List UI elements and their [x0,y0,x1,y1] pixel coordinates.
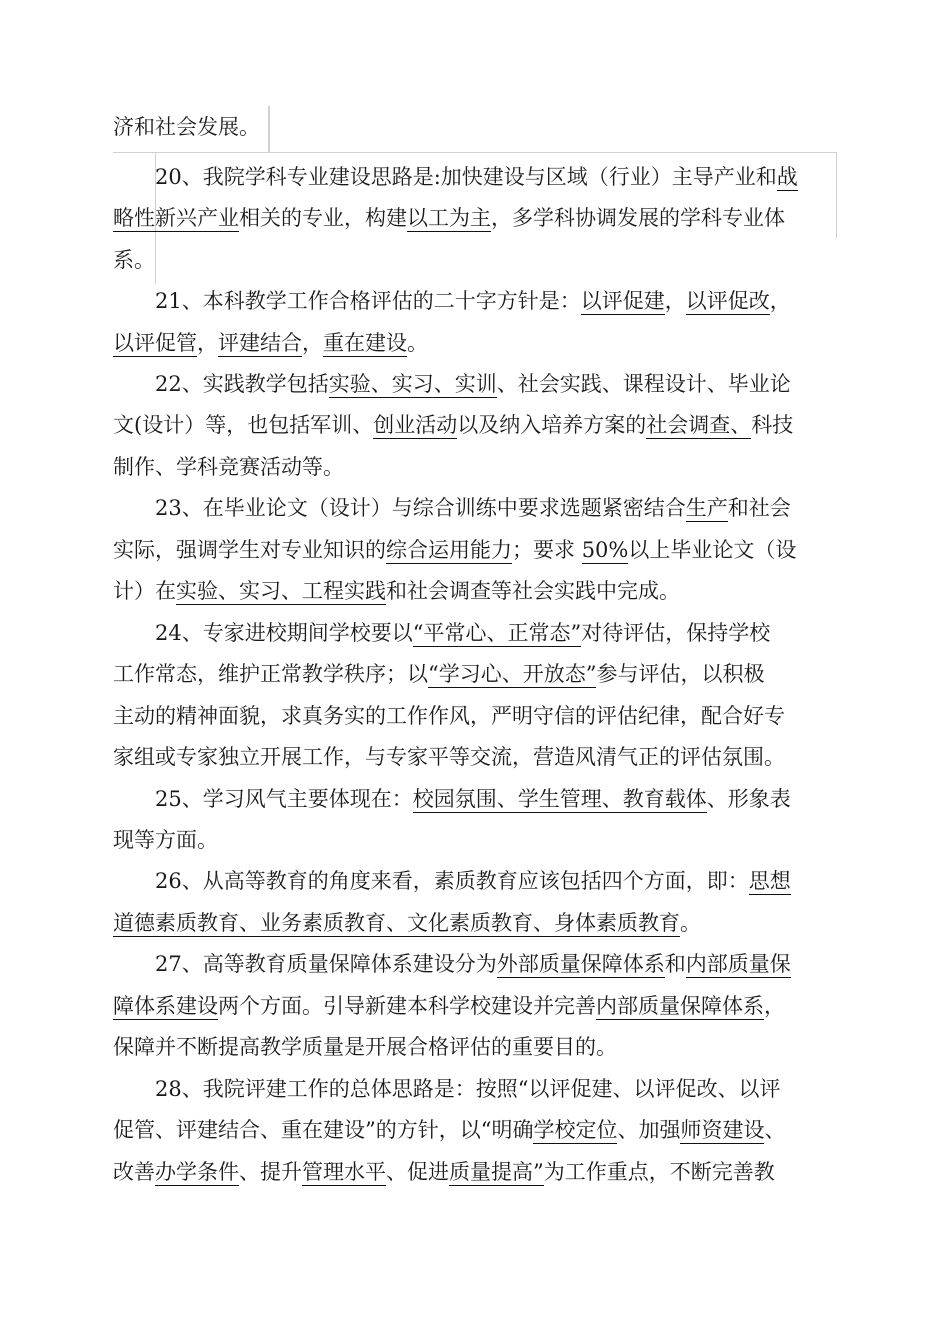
underlined-answer: 以评促改 [685,289,770,313]
text-segment: 以上毕业论文（设 [628,538,797,562]
text-line [113,529,796,571]
text-segment: 科技 [751,413,794,437]
text-segment: 主动的精神面貌，求真务实的工作作风，严明守信的评估纪律，配合好专 [113,704,785,728]
text-line [113,404,793,446]
text-segment: 24、专家进校期间学校要以 [155,621,413,645]
underlined-answer: 障体系建设 [113,994,218,1018]
text-segment: 制作、学科竞赛活动等。 [113,455,344,479]
text-line [113,106,260,148]
underlined-answer: 实验、实习、工程实践 [176,579,386,603]
text-line [113,695,785,737]
underlined-answer: 校园氛围、学生管理、教育载体 [412,787,707,811]
text-segment: 22、实践教学包括 [155,372,329,396]
text-segment: 保障并不断提高教学质量是开展合格评估的重要目的。 [113,1035,617,1059]
underlined-answer: 战 [776,165,798,189]
item-28-line [155,1068,780,1110]
text-segment: 20、我院学科专业建设思路是:加快建设与区域（行业）主导产业和 [155,165,777,189]
item-25-line [155,778,791,820]
text-segment: 、加强 [617,1118,681,1142]
text-segment: 23、在毕业论文（设计）与综合训练中要求选题紧密结合 [155,496,686,520]
underlined-answer: 以工为主 [407,206,491,230]
text-line [113,1109,785,1151]
text-segment: 系。 [113,248,155,272]
underlined-answer: 重在建设 [323,331,407,355]
text-segment: 家组或专家独立开展工作，与专家平等交流，营造风清气正的评估氛围。 [113,745,785,769]
text-segment: 对待评估，保持学校 [581,621,771,645]
text-line [113,653,764,695]
item-27-line [155,943,791,985]
underlined-answer: 50% [581,538,629,562]
text-segment: 工作常态，维护正常教学秩序；以 [113,662,428,686]
text-segment: 、形象表 [706,787,791,811]
text-segment: 和社会调查等社会实践中完成。 [386,579,680,603]
text-segment: 两个方面。引导新建本科学校建设并完善 [218,994,596,1018]
text-segment: 促管、评建结合、重在建设”的方针，以“明确 [113,1118,534,1142]
item-24-line [155,612,770,654]
text-line [113,446,344,488]
item-23-line [155,487,791,529]
text-frame-border-top [268,106,270,152]
underlined-answer: 以评促管 [113,331,197,355]
text-segment: 以及纳入培养方案的 [457,413,647,437]
underlined-answer: 以评促建 [580,289,665,313]
text-segment: 和 [664,952,686,976]
text-segment: 21、本科教学工作合格评估的二十字方针是： [155,289,581,313]
text-segment: 、提升 [239,1160,302,1184]
text-line [113,1151,775,1193]
text-segment: ；要求 [512,538,582,562]
text-segment: 、社会实践、课程设计、毕业论 [496,372,791,396]
text-segment: 为工作重点，不断完善教 [543,1160,775,1184]
text-line [113,985,785,1027]
underlined-answer: 道德素质教育、业务素质教育、文化素质教育、身体素质教育 [113,911,680,935]
underlined-answer: 社会调查、 [646,413,752,437]
text-segment: 。 [407,331,428,355]
text-segment: ， [197,331,218,355]
underlined-answer: 综合运用能力 [386,538,512,562]
text-segment: 现等方面。 [113,828,218,852]
text-segment: ， [302,331,323,355]
text-segment: ， [664,289,686,313]
underlined-answer: “学习心、开放态” [428,662,597,686]
underlined-answer: 师资建设 [680,1118,765,1142]
underlined-answer: 略性新兴产业 [113,206,239,230]
underlined-answer: 创业活动 [373,413,458,437]
text-segment: 实际，强调学生对专业知识的 [113,538,386,562]
item-21-line [155,280,791,322]
text-segment: 济和社会发展。 [113,115,260,139]
text-segment: 参与评估，以积极 [596,662,765,686]
underlined-answer: 内部质量保障体系 [596,994,764,1018]
text-segment: 27、高等教育质量保障体系建设分为 [155,952,497,976]
underlined-answer: 学校定位 [533,1118,618,1142]
underlined-answer: 办学条件 [155,1160,239,1184]
item-22-line [155,363,791,405]
text-segment: 改善 [113,1160,155,1184]
text-segment: 相关的专业，构建 [239,206,407,230]
text-segment: 26、从高等教育的角度来看，素质教育应该包括四个方面，即： [155,869,749,893]
text-line [113,736,785,778]
text-segment: ， [769,289,791,313]
text-segment: 。 [680,911,701,935]
text-line [113,902,701,944]
text-segment: ， [764,994,785,1018]
text-segment: 和社会 [727,496,791,520]
text-segment: 28、我院评建工作的总体思路是：按照“以评促建、以评促改、以评 [155,1077,781,1101]
underlined-answer: 评建结合 [218,331,302,355]
text-segment: 25、学习风气主要体现在： [155,787,413,811]
item-20-line [155,156,798,198]
underlined-answer: 管理水平 [302,1160,386,1184]
underlined-answer: 实验、实习、实训 [328,372,497,396]
text-line [113,819,218,861]
text-line [113,322,428,364]
underlined-answer: 思想 [748,869,791,893]
text-segment: 、 [764,1118,786,1142]
text-segment: ，多学科协调发展的学科专业体 [491,206,785,230]
text-line [113,1026,617,1068]
underlined-answer: 外部质量保障体系 [496,952,665,976]
text-segment: 、促进 [386,1160,449,1184]
text-line [113,197,785,239]
text-line [113,239,155,281]
underlined-answer: 内部质量保 [685,952,791,976]
underlined-answer: 质量提高” [449,1160,544,1184]
underlined-answer: 生产 [685,496,728,520]
text-segment: 文(设计）等，也包括军训、 [113,413,374,437]
text-line [113,570,680,612]
underlined-answer: “平常心、正常态” [412,621,582,645]
item-26-line [155,860,791,902]
text-segment: 计）在 [113,579,176,603]
